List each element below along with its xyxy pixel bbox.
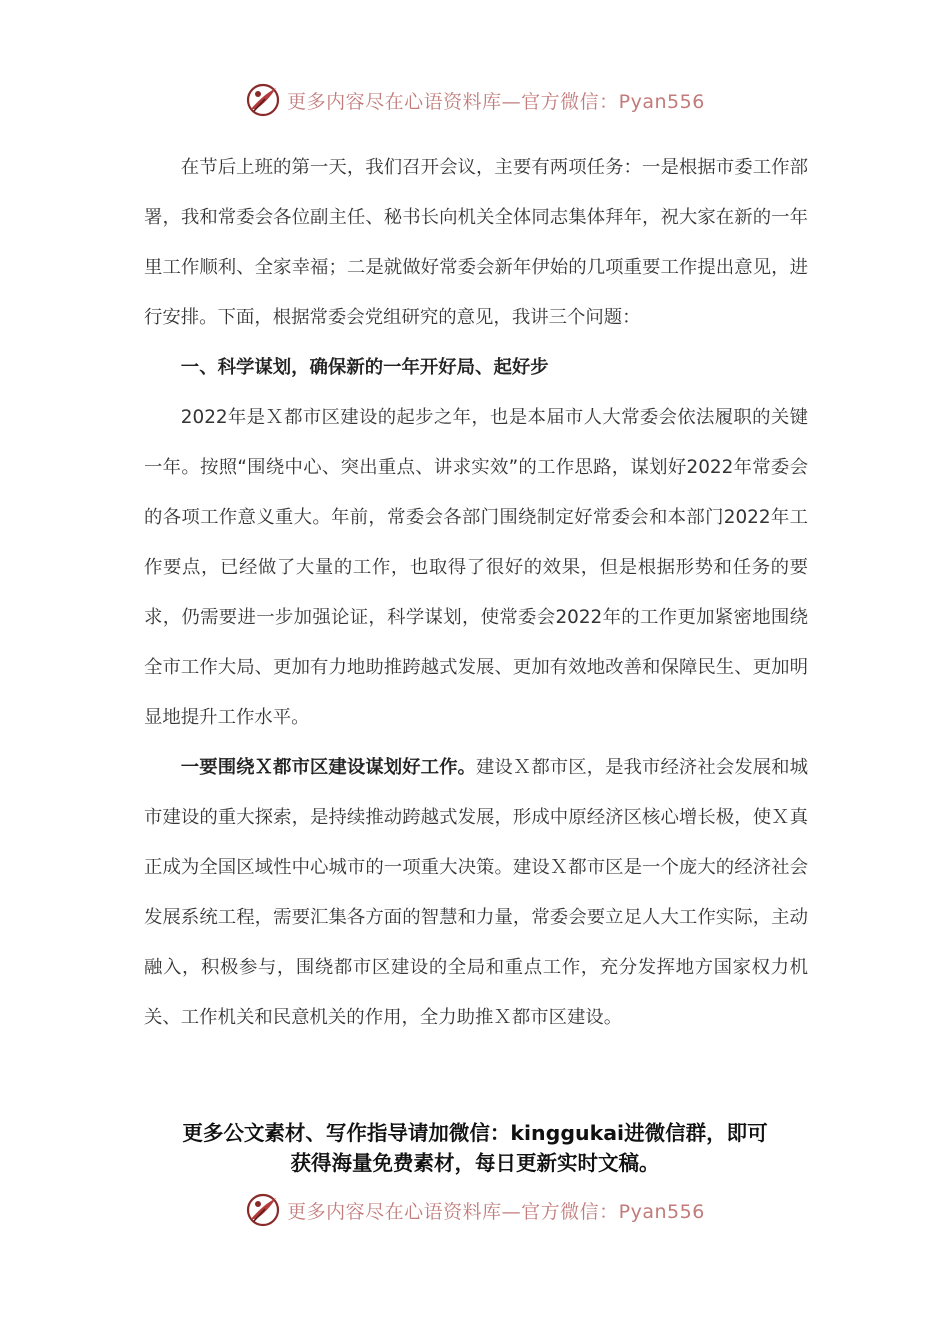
section-heading: 一、科学谋划，确保新的一年开好局、起好步 (180, 357, 549, 378)
body-paragraph: 2022年是Ｘ都市区建设的起步之年，也是本届市人大常委会依法履职的关键一年。按照“围绕中心、突出重点、讲求实效”的工作思路，谋划好2022年常委会的各项工作意义重大。年前，常委会各部门围绕制定好常委会和本部门2022年工作要点，已经做了大量的工作，也取得了很好的效果，但是根据形势和任务的要求，仍需要进一步加强论证，科学谋划，使常委会2022年的工作更加紧密地围绕全市工作大局、更加有力地助推跨越式发展、更加有效地改善和保障民生、更加明显地提升工作水平。 (144, 407, 808, 728)
document-body (144, 143, 808, 1043)
promo-notice (0, 1118, 950, 1178)
banner-text: 更多内容尽在心语资料库—官方微信：Pyan556 (287, 1200, 705, 1223)
quill-pen-logo-icon (245, 1192, 281, 1228)
header-banner (0, 82, 950, 118)
promo-line-2: 获得海量免费素材，每日更新实时文稿。 (290, 1151, 660, 1175)
point-paragraph (144, 743, 808, 1043)
wechat-id: Pyan556 (618, 90, 705, 113)
quill-pen-logo-icon (245, 82, 281, 118)
promo-line-1: 更多公文素材、写作指导请加微信：kinggukai进微信群，即可 (182, 1121, 768, 1145)
banner-text: 更多内容尽在心语资料库—官方微信：Pyan556 (287, 90, 705, 113)
intro-paragraph: 在节后上班的第一天，我们召开会议，主要有两项任务：一是根据市委工作部署，我和常委会各位副主任、秘书长向机关全体同志集体拜年，祝大家在新的一年里工作顺利、全家幸福；二是就做好常委会新年伊始的几项重要工作提出意见，进行安排。下面，根据常委会党组研究的意见，我讲三个问题： (144, 157, 808, 328)
point-lead: 一要围绕Ｘ都市区建设谋划好工作。 (180, 757, 476, 778)
footer-banner (0, 1192, 950, 1228)
point-text: 建设Ｘ都市区，是我市经济社会发展和城市建设的重大探索，是持续推动跨越式发展，形成中原经济区核心增长极，使Ｘ真正成为全国区域性中心城市的一项重大决策。建设Ｘ都市区是一个庞大的经济社会发展系统工程，需要汇集各方面的智慧和力量，常委会要立足人大工作实际，主动融入，积极参与，围绕都市区建设的全局和重点工作，充分发挥地方国家权力机关、工作机关和民意机关的作用，全力助推Ｘ都市区建设。 (144, 757, 808, 1028)
wechat-id: Pyan556 (618, 1200, 705, 1223)
